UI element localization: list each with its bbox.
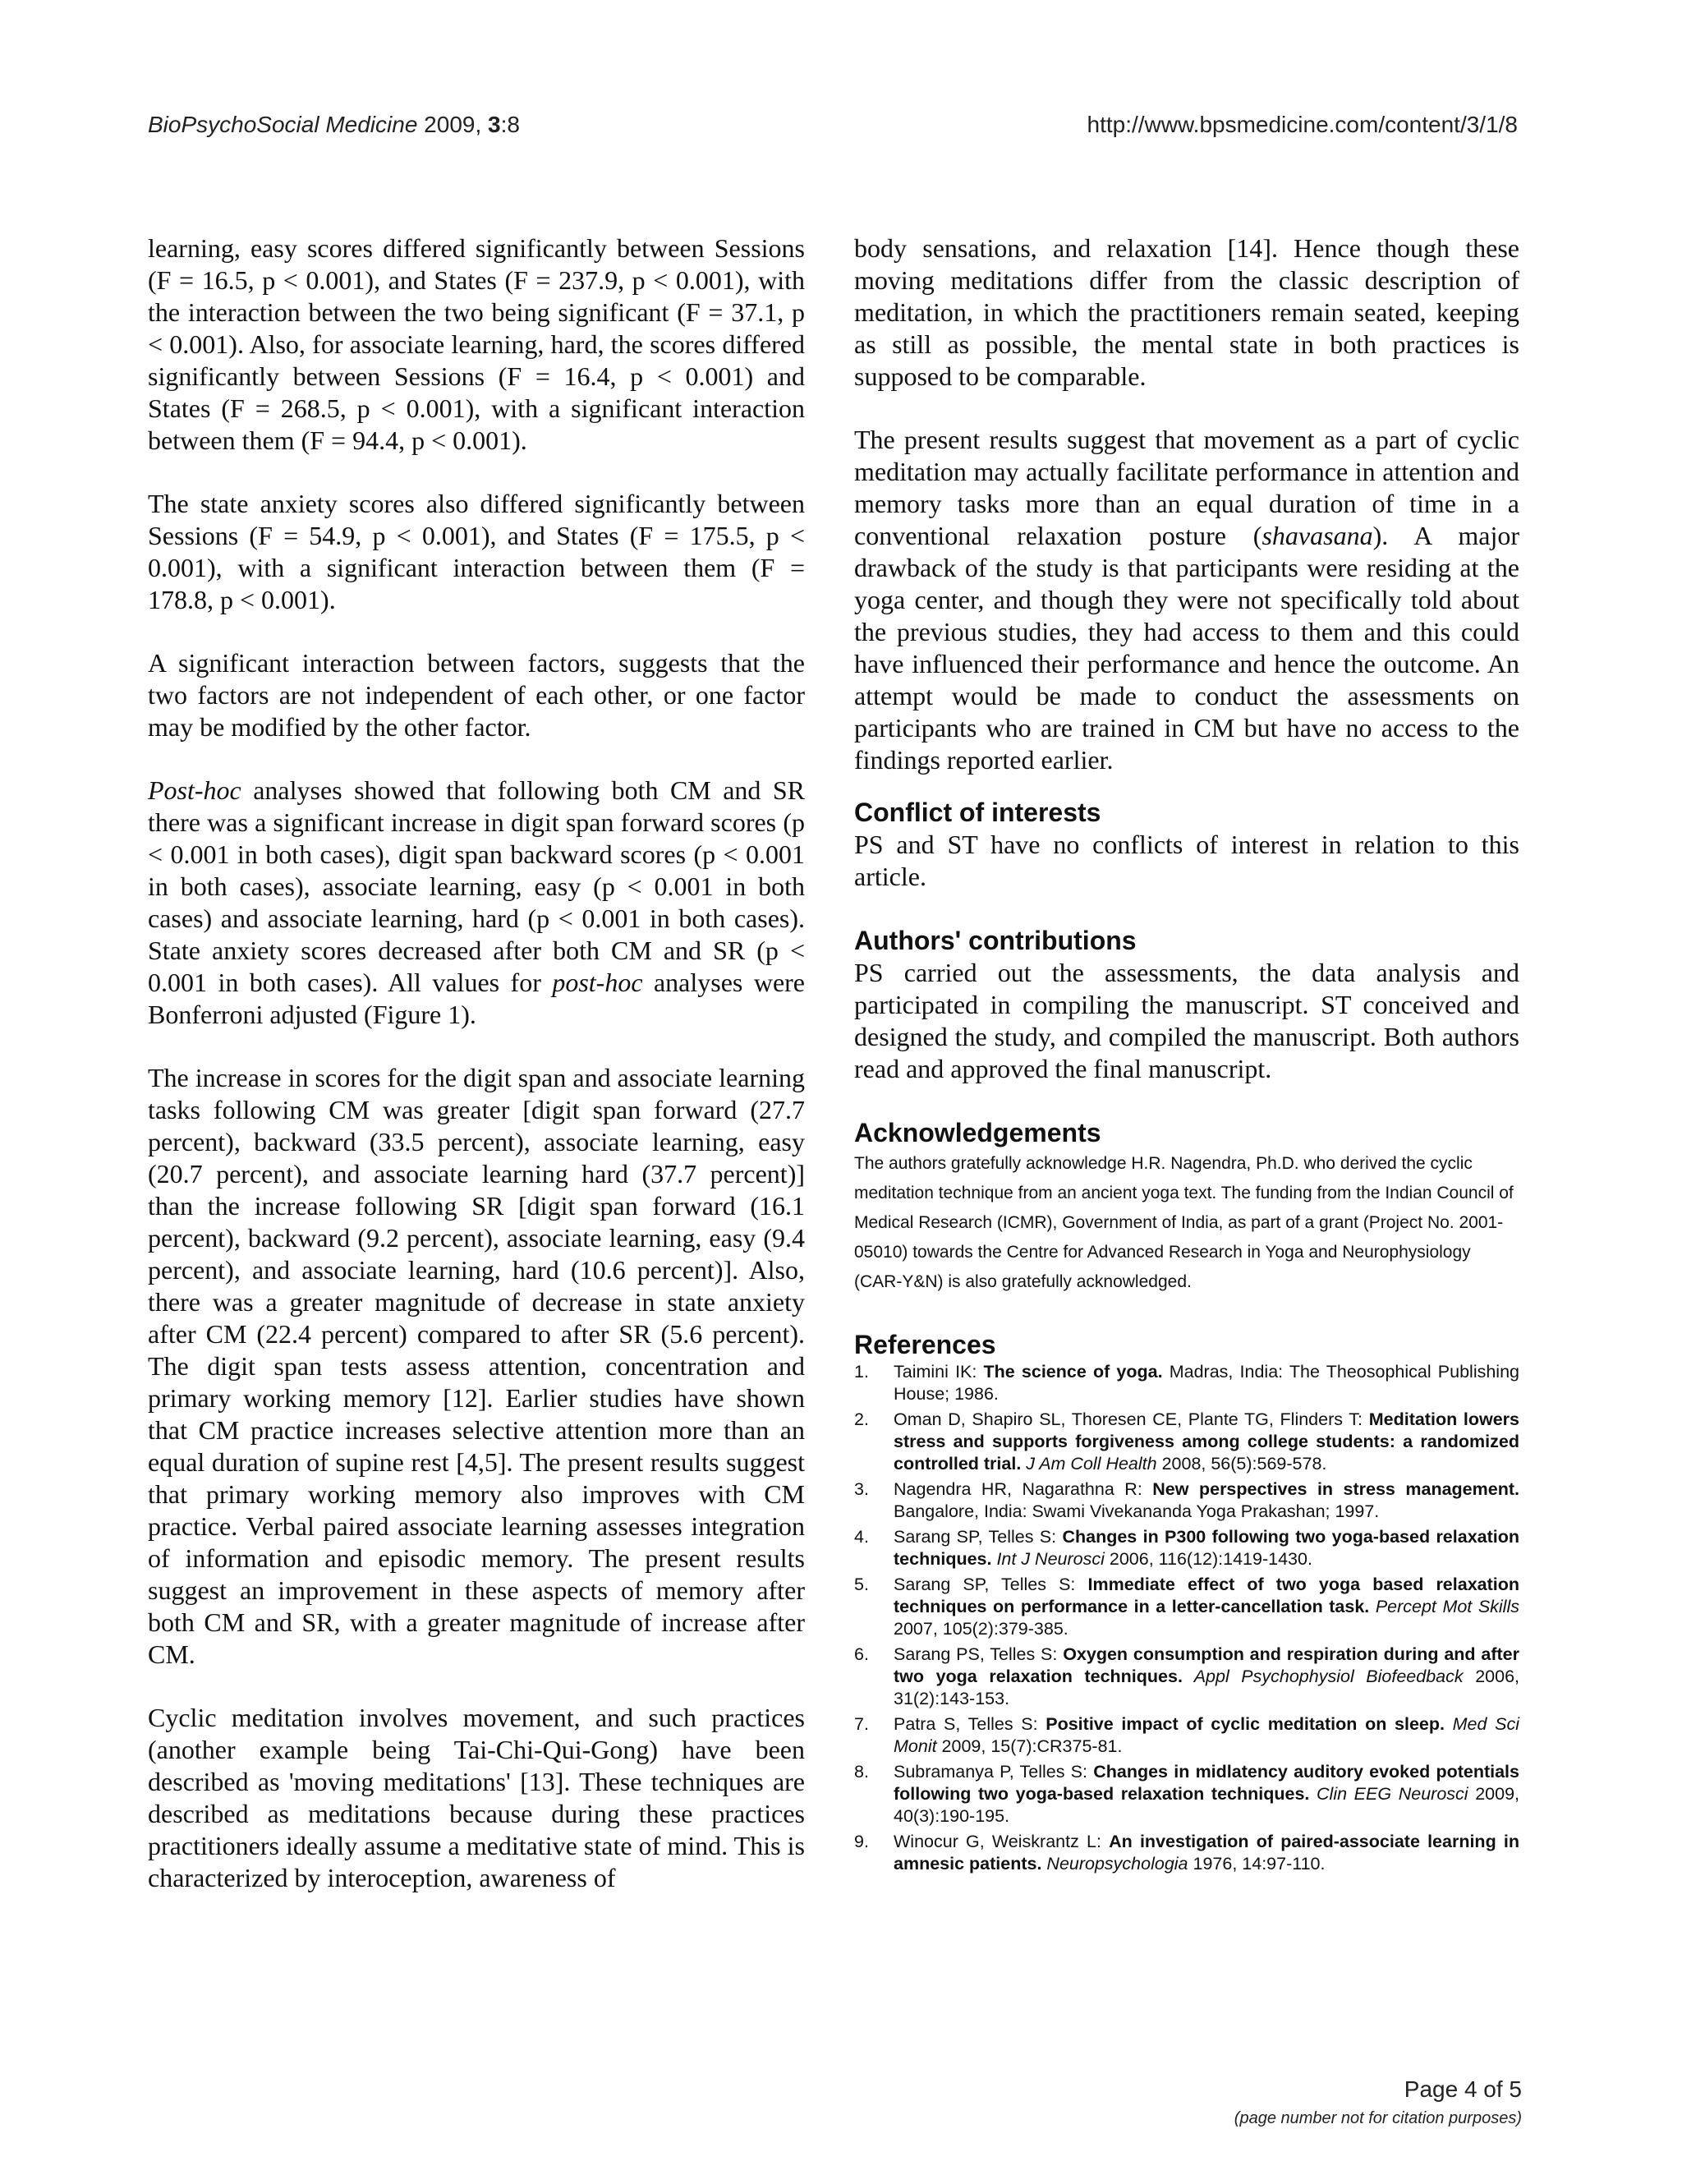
paragraph-text: analyses showed that following both CM and SR there was a significant increase in digit span forward scores (p < 0.001 in both cases), digit span backward scores (p < 0.001 in both cases), associate learning, easy (p < 0.001 in both cases) and associate learning, hard (p < 0.001 in both cases). State anxiety scores decreased after both CM and SR (p < 0.001 in both cases). All values for: [148, 775, 805, 997]
journal-year: 2009,: [424, 112, 482, 137]
italic-term: post-hoc: [552, 968, 643, 997]
reference-journal: Int J Neurosci: [991, 1549, 1105, 1569]
journal-issue: :8: [500, 112, 520, 137]
reference-details: Madras, India: The Theosophical Publishing House; 1986.: [894, 1362, 1519, 1404]
paragraph-text: ). A major drawback of the study is that participants were residing at the yoga center, and though they were not specifically told about the previous studies, they had access to them and this could have influenced their performance and hence the outcome. An attempt would be made to conduct the assessments on participants who are trained in CM but have no access to the findings reported earlier.: [854, 521, 1520, 775]
paragraph: Cyclic meditation involves movement, and such practices (another example being Tai-Chi-Qui-Gong) have been described as 'moving meditations' [13]. These techniques are described as meditations because during these practices practitioners ideally assume a meditative state of mind. This is characterized by interoception, awareness of: [148, 1703, 805, 1892]
journal-name: BioPsychoSocial Medicine: [148, 112, 418, 137]
reference-authors: Taimini IK:: [894, 1362, 984, 1382]
reference-number: 8.: [854, 1762, 869, 1782]
reference-authors: Winocur G, Weiskrantz L:: [894, 1832, 1110, 1851]
reference-number: 2.: [854, 1409, 869, 1429]
italic-term: Post-hoc: [148, 775, 241, 805]
reference-number: 7.: [854, 1714, 869, 1734]
reference-details: 2009, 40(3):190-195.: [894, 1784, 1519, 1826]
reference-details: 2006, 31(2):143-153.: [894, 1667, 1520, 1708]
reference-title: Changes in midlatency auditory evoked potentials following two yoga-based relaxation techniques.: [894, 1762, 1519, 1804]
paragraph: [854, 424, 1519, 776]
page-number: Page 4 of 5: [1404, 2076, 1522, 2102]
acknowledgements-heading: Acknowledgements: [854, 1118, 1101, 1147]
reference-details: 2006, 116(12):1419-1430.: [1104, 1549, 1312, 1569]
journal-volume: 3: [488, 112, 501, 137]
reference-list: [854, 1361, 1519, 1875]
reference-title: The science of yoga.: [983, 1362, 1163, 1382]
reference-title: Changes in P300 following two yoga-based relaxation techniques.: [894, 1527, 1520, 1569]
paragraph-text: The present results suggest that movement as a part of cyclic meditation may actually facilitate performance in attention and memory tasks more than an equal duration of time in a conventional relaxation posture (: [854, 425, 1519, 550]
reference-journal: Med Sci Monit: [894, 1714, 1519, 1756]
reference-item: [854, 1478, 1519, 1523]
reference-authors: Patra S, Telles S:: [894, 1714, 1046, 1734]
reference-authors: Sarang SP, Telles S:: [894, 1575, 1088, 1594]
reference-authors: Sarang PS, Telles S:: [894, 1644, 1064, 1664]
left-column: [148, 232, 805, 1925]
reference-title: Immediate effect of two yoga based relaxation techniques on performance in a letter-cancellation task.: [894, 1575, 1520, 1616]
reference-details: 2008, 56(5):569-578.: [1156, 1454, 1327, 1474]
reference-title: Oxygen consumption and respiration during and after two yoga relaxation techniques.: [894, 1644, 1519, 1686]
paragraph: The state anxiety scores also differed significantly between Sessions (F = 54.9, p < 0.001), and States (F = 175.5, p < 0.001), with a significant interaction between them (F = 178.8, p < 0.001).: [148, 489, 805, 614]
paragraph: The increase in scores for the digit span and associate learning tasks following CM was greater [digit span forward (27.7 percent), backward (33.5 percent), associate learning, easy (20.7 percent), and associate learning hard (37.7 percent)] than the increase following SR [digit span forward (16.1 percent), backward (9.2 percent), associate learning, easy (9.4 percent), and associate learning, hard (10.6 percent)]. Also, there was a greater magnitude of decrease in state anxiety after CM (22.4 percent) compared to after SR (5.6 percent). The digit span tests assess attention, concentration and primary working memory [12]. Earlier studies have shown that CM practice increases selective attention more than an equal duration of supine rest [4,5]. The present results suggest that primary working memory also improves with CM practice. Verbal paired associate learning assesses integration of information and episodic memory. The present results suggest an improvement in these aspects of memory after both CM and SR, with a greater magnitude of increase after CM.: [148, 1063, 805, 1669]
reference-item: [854, 1831, 1519, 1875]
paragraph: learning, easy scores differed significantly between Sessions (F = 16.5, p < 0.001), and States (F = 237.9, p < 0.001), with the interaction between the two being significant (F = 37.1, p < 0.001). Also, for associate learning, hard, the scores differed significantly between Sessions (F = 16.4, p < 0.001) and States (F = 268.5, p < 0.001), with a significant interaction between them (F = 94.4, p < 0.001).: [148, 233, 805, 455]
reference-item: [854, 1761, 1519, 1828]
reference-number: 4.: [854, 1527, 869, 1547]
reference-details: 1976, 14:97-110.: [1188, 1854, 1326, 1874]
paragraph: [148, 775, 805, 1031]
reference-title: Meditation lowers stress and supports forgiveness among college students: a randomized controlled trial.: [894, 1409, 1519, 1474]
italic-term: shavasana: [1262, 521, 1373, 550]
reference-authors: Subramanya P, Telles S:: [894, 1762, 1094, 1782]
reference-item: [854, 1526, 1519, 1570]
article-url[interactable]: http://www.bpsmedicine.com/content/3/1/8: [1087, 112, 1518, 137]
reference-number: 6.: [854, 1644, 869, 1664]
reference-number: 1.: [854, 1362, 869, 1382]
paragraph-text: analyses were Bonferroni adjusted (Figure 1).: [148, 968, 805, 1029]
reference-authors: Nagendra HR, Nagarathna R:: [894, 1479, 1153, 1499]
reference-authors: Oman D, Shapiro SL, Thoresen CE, Plante TG, Flinders T:: [894, 1409, 1369, 1429]
reference-item: [854, 1644, 1519, 1710]
reference-number: 5.: [854, 1575, 869, 1594]
reference-item: [854, 1361, 1519, 1405]
reference-item: [854, 1713, 1519, 1758]
acknowledgements-text: The authors gratefully acknowledge H.R. Nagendra, Ph.D. who derived the cyclic meditation technique from an ancient yoga text. The funding from the Indian Council of Medical Research (ICMR), Government of India, as part of a grant (Project No. 2001-05010) towards the Centre for Advanced Research in Yoga and Neurophysiology (CAR-Y&N) is also gratefully acknowledged.: [854, 1154, 1514, 1291]
conflict-heading: Conflict of interests: [854, 798, 1101, 827]
paragraph: A significant interaction between factors, suggests that the two factors are not independent of each other, or one factor may be modified by the other factor.: [148, 648, 805, 742]
reference-title: New perspectives in stress management.: [1152, 1479, 1519, 1499]
page-number-note: (page number not for citation purposes): [1234, 2109, 1522, 2127]
reference-title: Positive impact of cyclic meditation on sleep.: [1046, 1714, 1445, 1734]
reference-details: 2007, 105(2):379-385.: [894, 1619, 1068, 1639]
reference-journal: Appl Psychophysiol Biofeedback: [1182, 1667, 1464, 1686]
reference-journal: Neuropsychologia: [1041, 1854, 1188, 1874]
reference-number: 3.: [854, 1479, 869, 1499]
right-column: [854, 232, 1519, 1878]
reference-details: 2009, 15(7):CR375-81.: [936, 1736, 1123, 1756]
reference-number: 9.: [854, 1832, 869, 1851]
running-header-citation: [148, 112, 520, 138]
reference-item: [854, 1574, 1519, 1640]
reference-title: An investigation of paired-associate learning in amnesic patients.: [894, 1832, 1519, 1874]
reference-details: Bangalore, India: Swami Vivekananda Yoga Prakashan; 1997.: [894, 1501, 1380, 1521]
conflict-text: PS and ST have no conflicts of interest in relation to this article.: [854, 830, 1519, 891]
contributions-heading: Authors' contributions: [854, 926, 1137, 955]
reference-item: [854, 1409, 1519, 1475]
reference-journal: Percept Mot Skills: [1369, 1597, 1519, 1616]
reference-journal: Clin EEG Neurosci: [1309, 1784, 1468, 1804]
references-heading: References: [854, 1330, 996, 1359]
reference-authors: Sarang SP, Telles S:: [894, 1527, 1063, 1547]
contributions-text: PS carried out the assessments, the data analysis and participated in compiling the manuscript. ST conceived and designed the study, and compiled the manuscript. Both authors read and approved the final manuscript.: [854, 958, 1519, 1083]
paragraph: body sensations, and relaxation [14]. Hence though these moving meditations differ from the classic description of meditation, in which the practitioners remain seated, keeping as still as possible, the mental state in both practices is supposed to be comparable.: [854, 233, 1519, 391]
reference-journal: J Am Coll Health: [1021, 1454, 1157, 1474]
